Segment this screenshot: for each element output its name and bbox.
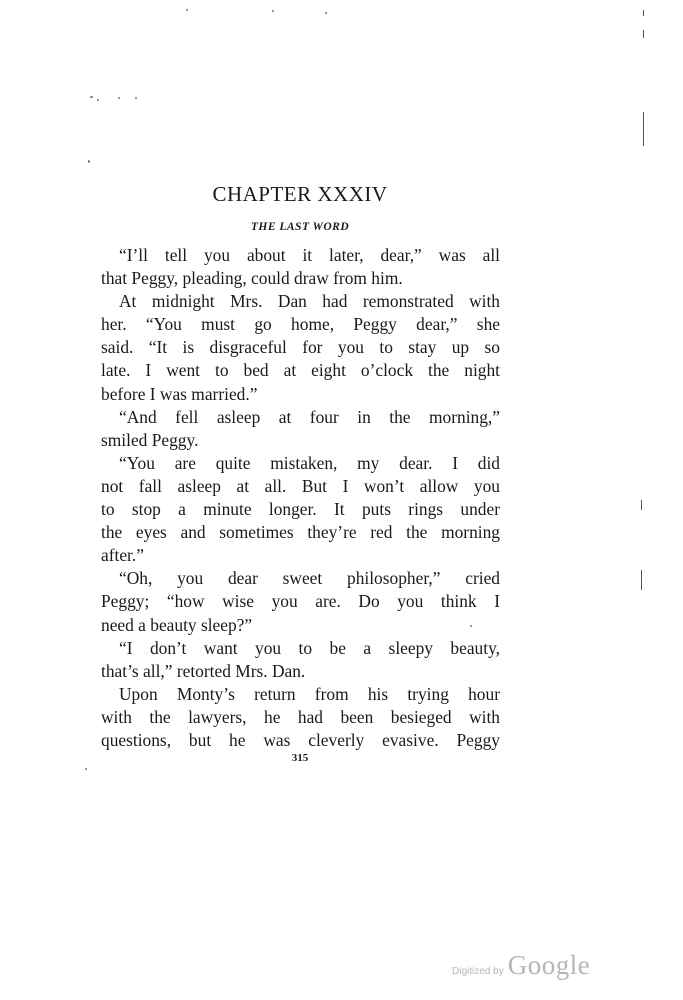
scan-speck <box>186 9 188 11</box>
text-line: “You are quite mistaken, my dear. I did <box>119 452 500 473</box>
margin-mark <box>643 30 644 38</box>
scan-speck <box>325 12 327 14</box>
chapter-subtitle: THE LAST WORD <box>250 221 350 233</box>
google-logo: Google <box>507 950 591 980</box>
text-line: after.” <box>101 545 144 566</box>
scan-speck <box>85 768 87 770</box>
scan-speck <box>88 160 90 163</box>
text-line: questions, but he was cleverly evasive. Peggy <box>101 729 500 750</box>
text-line: not fall asleep at all. But I won’t allow you <box>101 475 500 496</box>
scan-speck <box>97 99 99 101</box>
margin-mark <box>641 570 642 590</box>
text-line: need a beauty sleep?” <box>101 614 253 635</box>
text-line: “Oh, you dear sweet philosopher,” cried <box>119 568 500 589</box>
text-line: the eyes and sometimes they’re red the morning <box>101 522 500 543</box>
text-line: smiled Peggy. <box>101 429 199 450</box>
body-text <box>101 244 500 752</box>
text-line: “And fell asleep at four in the morning,” <box>119 406 500 427</box>
scan-speck <box>470 625 472 627</box>
text-line: “I don’t want you to be a sleepy beauty, <box>119 637 500 658</box>
text-line: late. I went to bed at eight o’clock the night <box>101 360 500 381</box>
text-line: that Peggy, pleading, could draw from him. <box>101 268 403 289</box>
text-line: Upon Monty’s return from his trying hour <box>119 683 500 704</box>
text-line: her. “You must go home, Peggy dear,” she <box>101 314 500 335</box>
text-line: with the lawyers, he had been besieged with <box>101 706 500 727</box>
margin-mark <box>641 500 642 510</box>
margin-mark <box>643 112 644 146</box>
text-line: said. “It is disgraceful for you to stay up so <box>101 337 500 358</box>
text-line: before I was married.” <box>101 383 258 404</box>
text-line: that’s all,” retorted Mrs. Dan. <box>101 660 306 681</box>
text-line: to stop a minute longer. It puts rings under <box>101 499 500 520</box>
text-line: “I’ll tell you about it later, dear,” was all <box>119 245 500 265</box>
digitized-label: Digitized by <box>452 966 504 977</box>
margin-mark <box>643 10 644 16</box>
text-line: Peggy; “how wise you are. Do you think I <box>101 591 500 612</box>
scan-speck <box>118 97 120 99</box>
scan-speck <box>272 10 274 12</box>
text-line: At midnight Mrs. Dan had remonstrated with <box>119 291 500 312</box>
digitized-watermark <box>452 950 590 981</box>
scan-speck <box>135 97 137 99</box>
chapter-title: CHAPTER XXXIV <box>212 182 388 206</box>
page-number: 315 <box>291 752 309 764</box>
scan-speck <box>90 96 93 98</box>
